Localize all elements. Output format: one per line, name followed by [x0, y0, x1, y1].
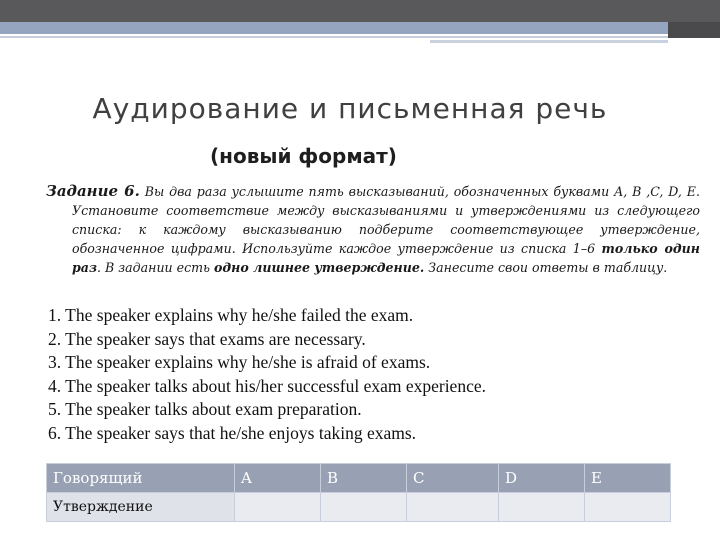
- answer-cell-a[interactable]: [235, 493, 321, 522]
- answer-cell-c[interactable]: [407, 493, 499, 522]
- header-d: D: [499, 464, 585, 493]
- statement-item: 4. The speaker talks about his/her successful exam experience.: [48, 375, 486, 396]
- header-speaker: Говорящий: [47, 464, 235, 493]
- task-text-1: Вы два раза услышите пять высказываний, обозначенных буквами A, B ,C, D, E. Установите соответствие между высказываниями и утверждениями из следующего списка: к каждому высказыванию подберите соответствующее утверждение, обозначенное цифрами. Используйте каждое утверждение из списка 1–6: [72, 184, 700, 256]
- task-label: Задание 6.: [46, 182, 140, 200]
- statement-item: 5. The speaker talks about exam preparation.: [48, 399, 362, 419]
- header-e: E: [585, 464, 671, 493]
- statement-item: 3. The speaker explains why he/she is afraid of exams.: [48, 352, 431, 372]
- header-c: C: [407, 464, 499, 493]
- row-label-statement: Утверждение: [47, 493, 235, 522]
- task-emphasis-2: одно лишнее утверждение.: [213, 260, 425, 275]
- answer-table-header: [47, 464, 671, 493]
- statement-item: 2. The speaker says that exams are necessary.: [48, 328, 366, 349]
- top-bar-corner: [668, 22, 720, 38]
- answer-cell-e[interactable]: [585, 493, 671, 522]
- top-bar: [0, 0, 720, 22]
- task-instructions: [46, 182, 700, 277]
- header-b: B: [321, 464, 407, 493]
- header-a: A: [235, 464, 321, 493]
- task-text-3: Занесите свои ответы в таблицу.: [424, 260, 668, 275]
- answer-cell-d[interactable]: [499, 493, 585, 522]
- slide-title: Аудирование и письменная речь: [92, 92, 608, 125]
- slide-subtitle: (новый формат): [210, 144, 397, 168]
- task-emphasis-1: только один раз: [72, 241, 700, 275]
- answer-table: [46, 463, 671, 522]
- accent-bar: [0, 22, 668, 34]
- answer-table-row: [47, 493, 671, 522]
- accent-line: [0, 36, 668, 38]
- statement-item: 6. The speaker says that he/she enjoys taking exams.: [48, 422, 417, 443]
- task-text-2: . В задании есть: [97, 260, 214, 275]
- statement-list: [48, 304, 688, 445]
- statement-item: 1. The speaker explains why he/she failed the exam.: [48, 305, 414, 325]
- thin-accent-line: [430, 40, 668, 43]
- answer-cell-b[interactable]: [321, 493, 407, 522]
